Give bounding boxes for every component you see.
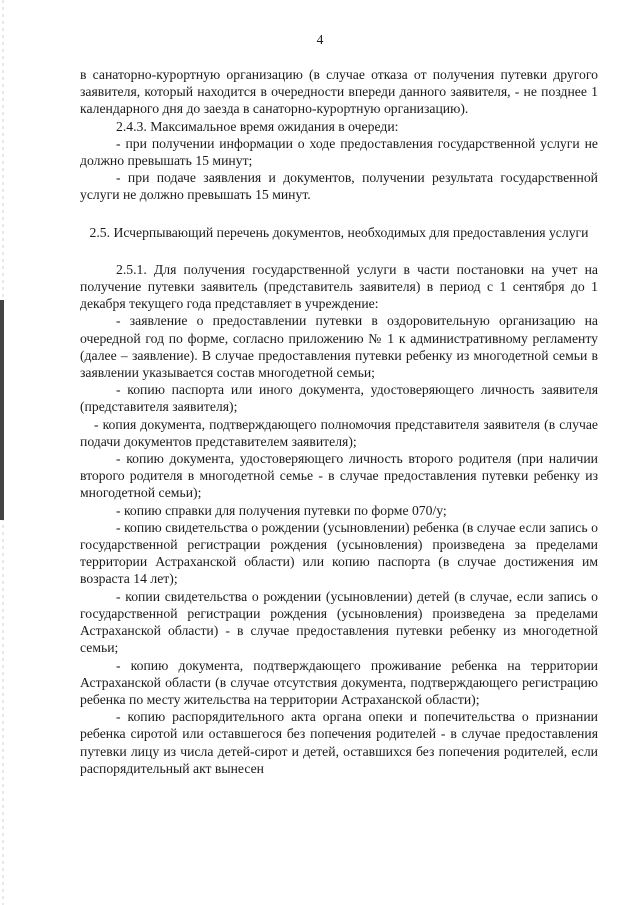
paragraph: - при получении информации о ходе предоставления государственной услуги не должно превышать 15 минут; (80, 135, 598, 169)
list-item: - копию паспорта или иного документа, удостоверяющего личность заявителя (представителя заявителя); (80, 382, 598, 415)
paragraph: - при подаче заявления и документов, получении результата государственной услуги не должно превышать 15 минут. (80, 170, 598, 203)
document-body (80, 66, 598, 777)
page-number: 4 (316, 32, 324, 47)
paragraph: 2.5.1. Для получения государственной услуги в части постановки на учет на получение путевки заявитель (представитель заявителя) в период с 1 сентября до 1 декабря текущего года представляет в учреждение: (80, 261, 598, 312)
list-item: - копию распорядительного акта органа опеки и попечительства о признании ребенка сиротой или оставшегося без попечения родителей - в случае предоставления путевки лицу из числа детей-сирот и детей, оставшихся без попечения родителей, если распорядительный акт вынесен (80, 709, 598, 776)
paragraph: 2.4.3. Максимальное время ожидания в очереди: (116, 118, 399, 134)
paragraph: в санаторно-курортную организацию (в случае отказа от получения путевки другого заявителя, который находится в очередности впереди данного заявителя, - не позднее 1 календарного дня до заезда в санаторно-курортную организацию). (80, 67, 598, 117)
section-heading: 2.5. Исчерпывающий перечень документов, необходимых для предоставления услуги (89, 224, 589, 240)
list-item: - копию справки для получения путевки по форме 070/у; (116, 502, 447, 518)
list-item: - копию документа, удостоверяющего личность второго родителя (при наличии второго родителя в многодетной семье - в случае предоставления путевки ребенку из многодетной семьи); (80, 451, 598, 501)
list-item: - копии свидетельства о рождении (усыновлении) детей (в случае, если запись о государственной регистрации рождения (усыновления) произведена за пределами Астраханской области) - в случае предоставления путевки ребенку из многодетной семьи; (80, 588, 598, 656)
list-item: - копию свидетельства о рождении (усыновлении) ребенка (в случае если запись о государственной регистрации рождения (усыновления) произведена за пределами территории Астраханской области) или копию паспорта (в случае достижения им возраста 14 лет); (80, 519, 598, 587)
list-item: - копию документа, подтверждающего проживание ребенка на территории Астраханской области (в случае отсутствия документа, подтверждающего регистрацию ребенка по месту жительства на территории Астраханской области); (80, 657, 598, 707)
scan-margin-mark (0, 300, 4, 520)
list-item: - копия документа, подтверждающего полномочия представителя заявителя (в случае подачи документов представителем заявителя); (80, 416, 598, 449)
list-item: - заявление о предоставлении путевки в оздоровительную организацию на очередной год по форме, согласно приложению № 1 к административному регламенту (далее – заявление). В случае предоставления путевки ребенку из многодетной семьи в заявлении указывается состав многодетной семьи; (80, 313, 598, 381)
